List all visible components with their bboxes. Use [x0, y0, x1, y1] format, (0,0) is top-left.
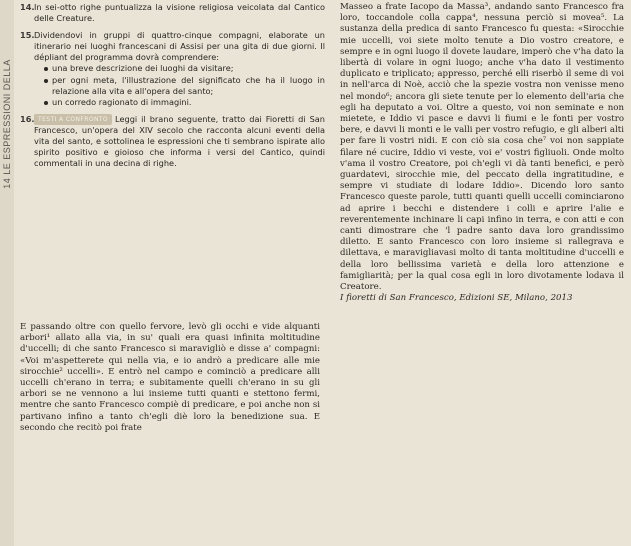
list-item: una breve descrizione dei luoghi da visitare; [44, 63, 325, 74]
chapter-sidebar [0, 0, 14, 546]
exercise-number: 16. [20, 113, 35, 124]
prose-column-right [340, 2, 624, 304]
exercise-16 [20, 114, 325, 169]
testi-a-confronto-badge: TESTI A CONFRONTO [34, 114, 112, 125]
exercise-text: Dividendovi in gruppi di quattro-cinque compagni, elaborate un itinerario nei luoghi francescani di Assisi per una gita di due giorni. Il dépliant del programma dovrà comprendere: [34, 30, 325, 63]
exercise-text [34, 114, 325, 169]
prose-paragraph: E passando oltre con quello fervore, levò gli occhi e vide alquanti arbori¹ allato alla via, in su' quali era quasi infinita moltitudine d'uccelli; di che santo Francesco si maravigliò e disse a' compagni: «Voi m'aspetterete qui nella via, e io andrò a predicare alle mie sirocchie² uccelli». E entrò nel campo e cominciò a predicare alli uccelli ch'erano in terra; e subitamente quelli ch'erano in su gli arbori se ne vennono a lui insieme tutti quanti e stettono fermi, mentre che santo Francesco compiè di predicare, e poi anche non si partivano infino a tanto ch'egli diè loro la benedizione sua. E secondo che recitò poi frate [20, 322, 320, 433]
chapter-label: 14 LE ESPRESSIONI DELLA [2, 59, 12, 189]
exercise-14 [20, 2, 325, 24]
list-item: per ogni meta, l'illustrazione del significato che ha il luogo in relazione alla vita e all'opera del santo; [44, 75, 325, 97]
list-item: un corredo ragionato di immagini. [44, 97, 325, 108]
exercise-number: 14. [20, 2, 35, 12]
source-caption: I fioretti di San Francesco, Edizioni SE, Milano, 2013 [340, 293, 573, 304]
requirements-list [34, 63, 325, 107]
exercise-text: In sei-otto righe puntualizza la visione religiosa veicolata dal Cantico delle Creature. [34, 2, 325, 24]
prose-paragraph: Masseo a frate Iacopo da Massa³, andando santo Francesco fra loro, toccandole colla cappa⁴, nessuna perciò si movea⁵. La sustanza della predica di santo Francesco fu questa: «Sirocchie mie uccelli, voi siete molto tenute a Dio vostro creatore, e sempre e in ogni luogo il dovete laudare, imperò che v'ha dato la libertà di volare in ogni luogo; anche v'ha dato il vestimento duplicato e triplicato; appresso, perché elli riserbò il seme di voi in nell'arca di Noè, acciò che la spezie vostra non venisse meno nel mondo⁶; ancora gli siete tenute per lo elemento dell'aria che egli ha deputato a voi. Oltre a questo, voi non seminate e non mietete, e Iddio vi pasce e davvi li fiumi e le fonti per vostro bere, e davvi li monti e le valli per vostro refugio, e gli alberi alti per fare li vostri nidi. E con ciò sia cosa che⁷ voi non sappiate filare né cucire, Iddio vi veste, voi e' vostri figliuoli. Onde molto v'ama il vostro Creatore, poi ch'egli vi dà tanti benefici, e però guardatevi, sirocchie mie, del peccato della ingratitudine, e sempre vi studiate di lodare Iddio». Dicendo loro santo Francesco queste parole, tutti quanti quelli uccelli cominciarono ad aprire i becchi e distendere i colli e aprire l'alie e reverentemente inchinare li capi infino in terra, e con atti e con canti dimostrare che 'l padre santo dava loro grandissimo diletto. E santo Francesco con loro insieme si rallegrava e dilettava, e maravigliavasi molto di tanta moltitudine d'uccelli e della loro bellissima varietà e della loro attenzione e famigliarità; per la qual cosa egli in loro divotamente lodava il Creatore. [340, 2, 624, 293]
exercises-column [20, 2, 325, 175]
exercise-number: 15. [20, 30, 35, 41]
exercise-16-body: Leggi il brano seguente, tratto dai Fioretti di San Francesco, un'opera del XIV secolo che racconta alcuni eventi della vita del santo, e sottolinea le espressioni che ti sembrano ispirate allo spirito positivo e gioioso che informa i versi del Cantico, quindi commentali in una decina di righe. [34, 113, 325, 169]
exercise-15 [20, 30, 325, 108]
prose-column-left [20, 322, 320, 434]
